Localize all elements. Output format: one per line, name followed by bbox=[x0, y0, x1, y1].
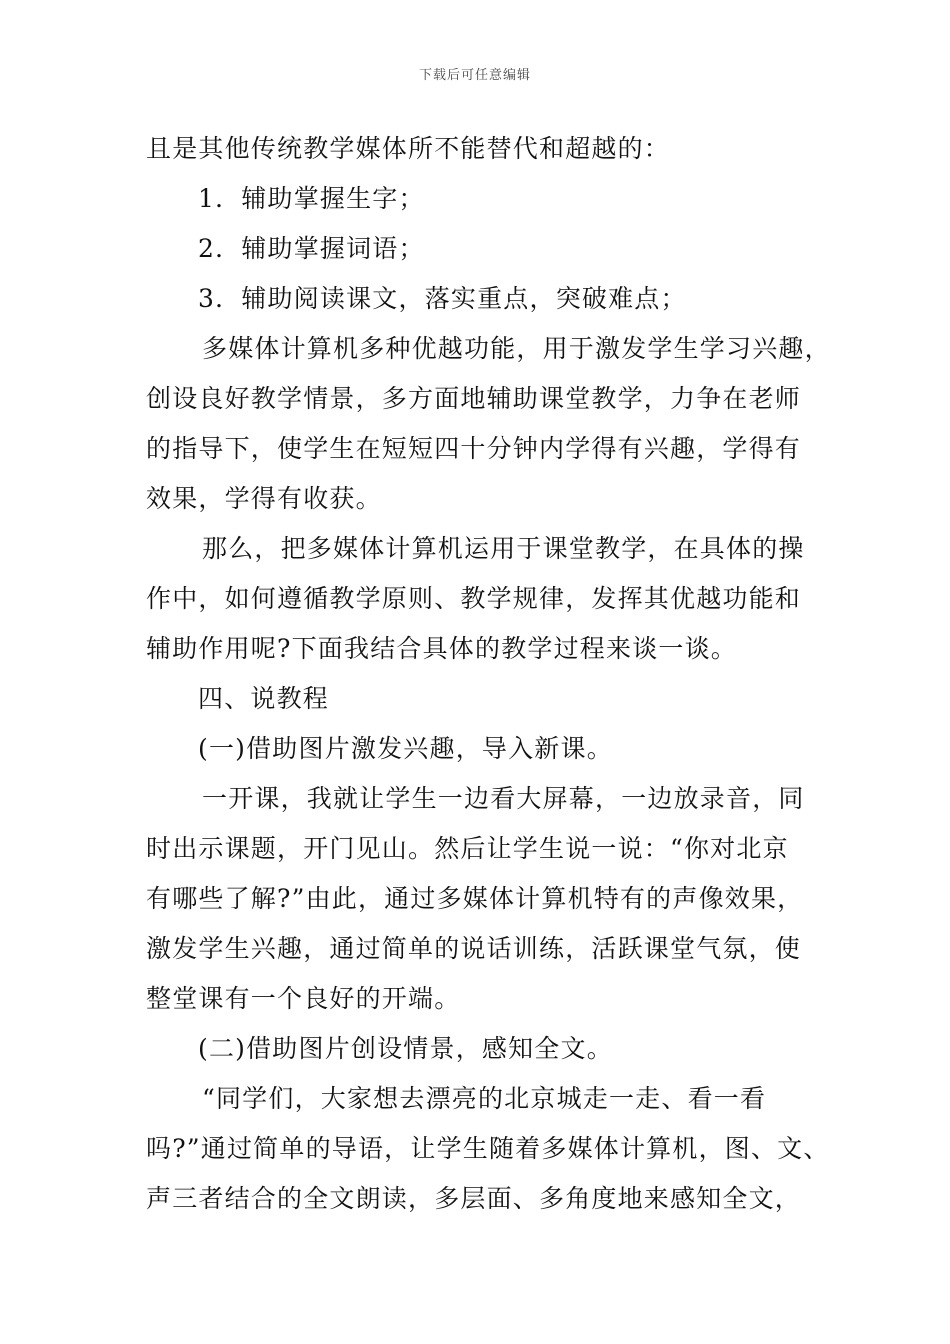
text-line: 且是其他传统教学媒体所不能替代和超越的： bbox=[146, 134, 671, 163]
text-line: 吗?”通过简单的导语，让学生随着多媒体计算机，图、文、 bbox=[146, 1134, 830, 1163]
text-line: 激发学生兴趣，通过简单的说话训练，活跃课堂气氛，使 bbox=[146, 934, 802, 963]
paragraph-start: 那么，把多媒体计算机运用于课堂教学，在具体的操 bbox=[202, 534, 805, 563]
page-header: 下载后可任意编辑 bbox=[418, 68, 531, 83]
list-item: 1．辅助掌握生字； bbox=[198, 184, 425, 213]
list-item: 2．辅助掌握词语； bbox=[198, 234, 425, 263]
text-line: 整堂课有一个良好的开端。 bbox=[146, 984, 461, 1013]
text-line: 创设良好教学情景，多方面地辅助课堂教学，力争在老师 bbox=[146, 384, 802, 413]
document-body bbox=[146, 124, 831, 1224]
text-line: 有哪些了解?”由此，通过多媒体计算机特有的声像效果， bbox=[146, 884, 804, 913]
text-line: 的指导下，使学生在短短四十分钟内学得有兴趣，学得有 bbox=[146, 434, 802, 463]
section-heading: 四、说教程 bbox=[198, 684, 330, 713]
text-line: 声三者结合的全文朗读，多层面、多角度地来感知全文， bbox=[146, 1184, 802, 1213]
paragraph-start: 一开课，我就让学生一边看大屏幕，一边放录音，同 bbox=[202, 784, 805, 813]
list-item: 3．辅助阅读课文，落实重点，突破难点； bbox=[198, 284, 687, 313]
paragraph-start: “同学们，大家想去漂亮的北京城走一走、看一看 bbox=[202, 1084, 767, 1113]
paragraph-start: 多媒体计算机多种优越功能，用于激发学生学习兴趣， bbox=[202, 334, 831, 363]
text-line: 效果，学得有收获。 bbox=[146, 484, 382, 513]
text-line: 时出示课题，开门见山。然后让学生说一说：“你对北京 bbox=[146, 834, 789, 863]
subsection-heading: (二)借助图片创设情景，感知全文。 bbox=[198, 1034, 613, 1063]
subsection-heading: (一)借助图片激发兴趣，导入新课。 bbox=[198, 734, 613, 763]
text-line: 作中，如何遵循教学原则、教学规律，发挥其优越功能和 bbox=[146, 584, 802, 613]
text-line: 辅助作用呢?下面我结合具体的教学过程来谈一谈。 bbox=[146, 634, 738, 663]
